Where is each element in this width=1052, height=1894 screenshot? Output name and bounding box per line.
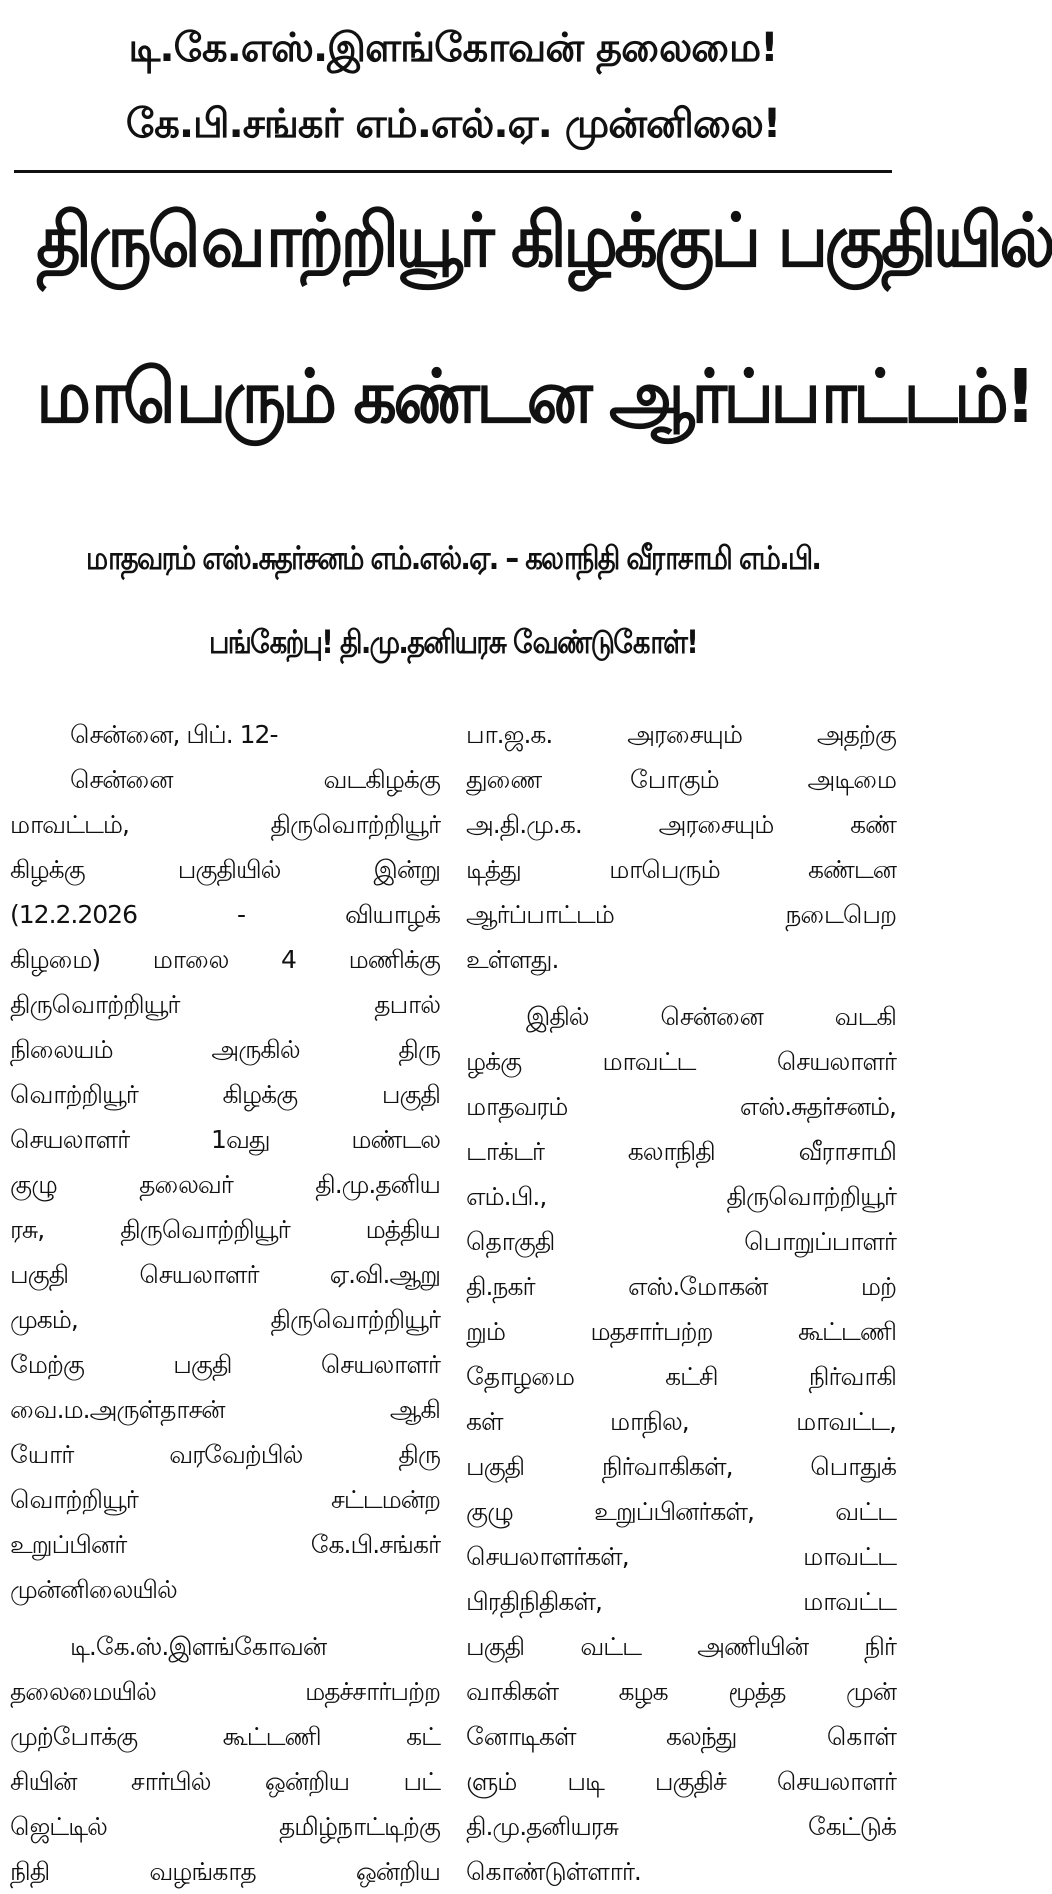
article-line: தி.மு.தனியரசு கேட்டுக் xyxy=(466,1812,896,1841)
divider-rule xyxy=(14,170,892,173)
article-line: சென்னை, பிப். 12- xyxy=(70,720,278,749)
headline-line-1: திருவொற்றியூர் கிழக்குப் பகுதியில் xyxy=(36,198,1052,284)
article-line: தி.நகர் எஸ்.மோகன் மற் xyxy=(466,1272,896,1301)
article-line: செயலாளர் 1வது மண்டல xyxy=(10,1125,440,1154)
article-line: சியின் சார்பில் ஒன்றிய பட் xyxy=(10,1767,440,1796)
article-line: தோழமை கட்சி நிர்வாகி xyxy=(466,1362,896,1391)
article-line: உறுப்பினர் கே.பி.சங்கர் xyxy=(10,1530,440,1559)
article-line: பிரதிநிதிகள், மாவட்ட xyxy=(466,1587,896,1616)
article-line: கள் மாநில, மாவட்ட, xyxy=(466,1407,896,1436)
article-line: கொண்டுள்ளார். xyxy=(466,1857,641,1886)
article-line: திருவொற்றியூர் தபால் xyxy=(10,990,440,1019)
article-line: தலைமையில் மதச்சார்பற்ற xyxy=(10,1677,440,1706)
article-line: எம்.பி., திருவொற்றியூர் xyxy=(466,1182,896,1211)
article-column-left xyxy=(10,712,440,1894)
article-line: இதில் சென்னை வடகி xyxy=(526,1002,896,1031)
article-line: றும் மதசார்பற்ற கூட்டணி xyxy=(466,1317,896,1346)
article-line: தொகுதி பொறுப்பாளர் xyxy=(466,1227,896,1256)
article-line: வொற்றியூர் கிழக்கு பகுதி xyxy=(10,1080,440,1109)
subheadline-line-1: மாதவரம் எஸ்.சுதர்சனம் எம்.எல்.ஏ. – கலாநிதி வீராசாமி எம்.பி. xyxy=(85,539,821,577)
article-line: துணை போகும் அடிமை xyxy=(466,765,896,794)
article-line: கிழக்கு பகுதியில் இன்று xyxy=(10,855,440,884)
article-line: மேற்கு பகுதி செயலாளர் xyxy=(10,1350,440,1379)
article-line: ழக்கு மாவட்ட செயலாளர் xyxy=(466,1047,896,1076)
article-line: ஜெட்டில் தமிழ்நாட்டிற்கு xyxy=(10,1812,440,1841)
article-line: வொற்றியூர் சட்டமன்ற xyxy=(10,1485,440,1514)
article-line: பகுதி செயலாளர் ஏ.வி.ஆறு xyxy=(10,1260,440,1289)
article-line: நிதி வழங்காத ஒன்றிய xyxy=(10,1857,440,1886)
headline-line-2: மாபெரும் கண்டன ஆர்ப்பாட்டம்! xyxy=(36,354,1033,440)
kicker-line-2: கே.பி.சங்கர் எம்.எல்.ஏ. முன்னிலை! xyxy=(125,101,781,147)
article-line: யோர் வரவேற்பில் திரு xyxy=(10,1440,440,1469)
article-line: மாதவரம் எஸ்.சுதர்சனம், xyxy=(466,1092,896,1121)
article-line: னோடிகள் கலந்து கொள் xyxy=(466,1722,896,1751)
article-line: டாக்டர் கலாநிதி வீராசாமி xyxy=(466,1137,896,1166)
article-line: மாவட்டம், திருவொற்றியூர் xyxy=(10,810,440,839)
article-line: வாகிகள் கழக மூத்த முன் xyxy=(466,1677,896,1706)
kicker-line-1: டி.கே.எஸ்.இளங்கோவன் தலைமை! xyxy=(128,25,778,71)
article-line: சென்னை வடகிழக்கு xyxy=(70,765,440,794)
article-line: முற்போக்கு கூட்டணி கட் xyxy=(10,1722,440,1751)
article-line: ளும் படி பகுதிச் செயலாளர் xyxy=(466,1767,896,1796)
article-line: ஆர்ப்பாட்டம் நடைபெற xyxy=(466,900,896,929)
article-line: டி.கே.ஸ்.இளங்கோவன் xyxy=(70,1632,327,1661)
article-line: அ.தி.மு.க. அரசையும் கண் xyxy=(466,810,896,839)
article-line: குழு தலைவர் தி.மு.தனிய xyxy=(10,1170,440,1199)
article-line: பகுதி வட்ட அணியின் நிர் xyxy=(466,1632,896,1661)
article-line: கிழமை) மாலை 4 மணிக்கு xyxy=(10,945,440,974)
article-line: குழு உறுப்பினர்கள், வட்ட xyxy=(466,1497,896,1526)
article-line: (12.2.2026 - வியாழக் xyxy=(10,900,440,929)
article-line: டித்து மாபெரும் கண்டன xyxy=(466,855,896,884)
article-line: நிலையம் அருகில் திரு xyxy=(10,1035,440,1064)
article-line: முகம், திருவொற்றியூர் xyxy=(10,1305,440,1334)
article-line: வை.ம.அருள்தாசன் ஆகி xyxy=(10,1395,440,1424)
article-line: செயலாளர்கள், மாவட்ட xyxy=(466,1542,896,1571)
article-line: முன்னிலையில் xyxy=(10,1575,177,1604)
paragraph-gap xyxy=(10,1612,440,1624)
paragraph-gap xyxy=(466,982,896,994)
article-column-right xyxy=(466,712,896,1894)
subheadline-line-2: பங்கேற்பு! தி.மு.தனியரசு வேண்டுகோள்! xyxy=(208,623,698,661)
article-line: உள்ளது. xyxy=(466,945,559,974)
article-line: பகுதி நிர்வாகிகள், பொதுக் xyxy=(466,1452,896,1481)
article-line: பா.ஜ.க. அரசையும் அதற்கு xyxy=(466,720,896,749)
article-line: ரசு, திருவொற்றியூர் மத்திய xyxy=(10,1215,440,1244)
